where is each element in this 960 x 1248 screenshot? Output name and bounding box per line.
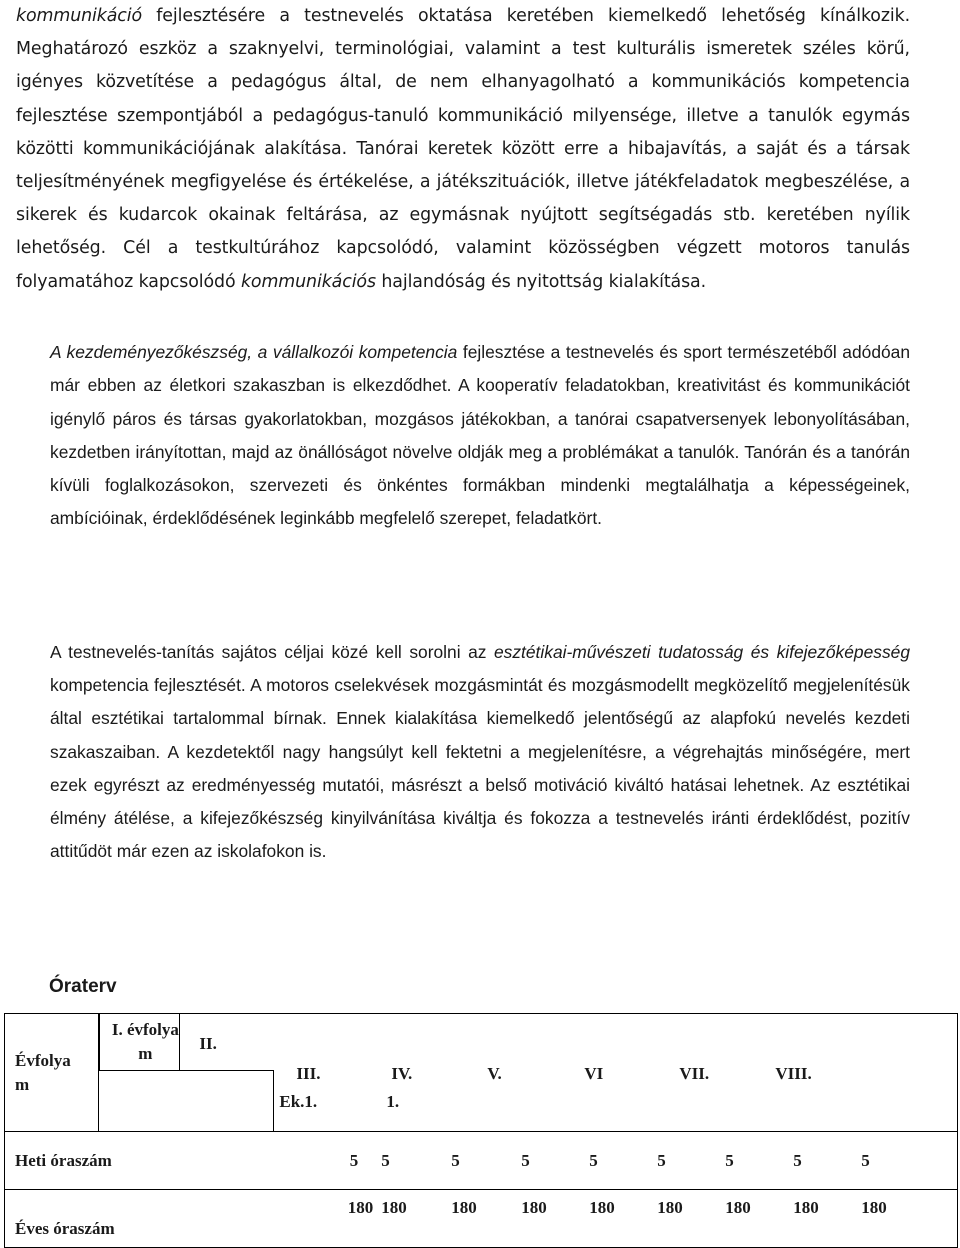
paragraph-initiative <box>16 336 910 536</box>
emphasis: kommunikáció <box>16 6 143 26</box>
header-col-6: VI <box>584 1064 604 1083</box>
header-col-8: VIII. <box>775 1064 812 1083</box>
paragraph-text: hajlandóság és nyitottság kialakítása. <box>375 271 707 292</box>
header-col-3-sub: Ek.1. <box>279 1092 318 1111</box>
emphasis: A kezdeményezőkészség, a vállalkozói kompetencia <box>50 342 458 362</box>
emphasis: kommunikációs <box>240 271 376 292</box>
table-cell: 5 <box>166 1132 374 1190</box>
row-label: Éves óraszám <box>5 1190 166 1248</box>
header-col-3: III. <box>296 1064 321 1083</box>
table-row-heti <box>5 1132 958 1190</box>
paragraph-communication <box>16 0 910 299</box>
row-values: 5 5 5 5 5 5 5 5 <box>373 1132 957 1190</box>
timetable <box>4 1013 958 1248</box>
header-grades <box>99 1014 958 1132</box>
table-header-row <box>5 1014 958 1132</box>
emphasis: esztétikai-művészeti tudatosság és kifejezőképesség <box>493 642 910 662</box>
paragraph-text: A testnevelés-tanítás sajátos céljai közé kell sorolni az <box>50 642 494 662</box>
table-cell: 180 <box>166 1190 374 1248</box>
paragraph-text: fejlesztése a testnevelés és sport természetéből adódóan már ebben az életkori szakaszban is elkezdődhet. A kooperatív feladatokban, kreativitást és kommunikációt igénylő páros és társas gyakorlatokban, mozgásos játékokban, a tanórai csapatversenyek lebonyolításában, kezdetben irányítottan, majd az önállóságot növelve oldják meg a problémákat a tanulók. Tanórán és a tanórán kívüli foglalkozásokon, szervezeti és önkéntes formákban mindenki megtalálhatja a képességeinek, ambícióinak, érdeklődésének leginkább megfelelő szerepet, feladatkört. <box>50 342 911 529</box>
header-col-1: I. évfolya m <box>111 1020 179 1063</box>
row-values: 180 180 180 180 180 180 180 180 <box>373 1190 957 1248</box>
header-col-2: II. <box>199 1034 217 1053</box>
header-col-5: V. <box>487 1064 502 1083</box>
table-row-eves <box>5 1190 958 1248</box>
header-col-4: IV. <box>391 1064 413 1083</box>
paragraph-aesthetic <box>16 636 910 868</box>
header-col-7: VII. <box>679 1064 710 1083</box>
paragraph-text: fejlesztésére a testnevelés oktatása keretében kiemelkedő lehetőség kínálkozik. Meghatározó eszköz a szaknyelvi, terminológiai, valamint a test kulturális ismeretek széles körű, igényes közvetítése a pedagógus által, de nem elhanyagolható a kommunikációs kompetencia fejlesztése szempontjából a pedagógus-tanuló kommunikáció milyensége, illetve a tanulók egymás közötti kommunikációjának alakítása. Tanórai keretek között erre a hibajavítás, a saját és a társak teljesítményének megfigyelése és értékelése, a játékszituációk, illetve játékfeladatok megbeszélése, a sikerek és kudarcok okainak feltárása, az egymásnak nyújtott segítségadás stb. keretében nyílik lehetőség. Cél a testkultúrához kapcsolódó, valamint közösségben végzett motoros tanulás folyamatához kapcsolódó <box>16 6 910 292</box>
header-evfolyam: Évfolya m <box>5 1014 99 1132</box>
section-heading: Óraterv <box>49 976 117 997</box>
header-col-4-sub: 1. <box>386 1092 400 1111</box>
row-label: Heti óraszám <box>5 1132 166 1190</box>
paragraph-text: kompetencia fejlesztését. A motoros cselekvések mozgásmintát és mozgásmodellt megközelítő megjelenítésük által esztétikai tartalommal bírnak. Ennek kialakítása kiemelkedő jelentőségű az alapfokú nevelés kezdeti szakaszaiban. A kezdetektől nagy hangsúlyt kell fektetni a megjelenítésre, a végrehajtás minőségére, mert ezek egyrészt az eredményesség mutatói, másrészt a belső motiváció kiváltó hatásai lehetnek. Az esztétikai élmény átélése, a kifejezőkészség kinyilvánítása kiváltja és fokozza a testnevelés iránti érdeklődést, pozitív attitűdöt már ezen az iskolafokon is. <box>50 675 910 862</box>
